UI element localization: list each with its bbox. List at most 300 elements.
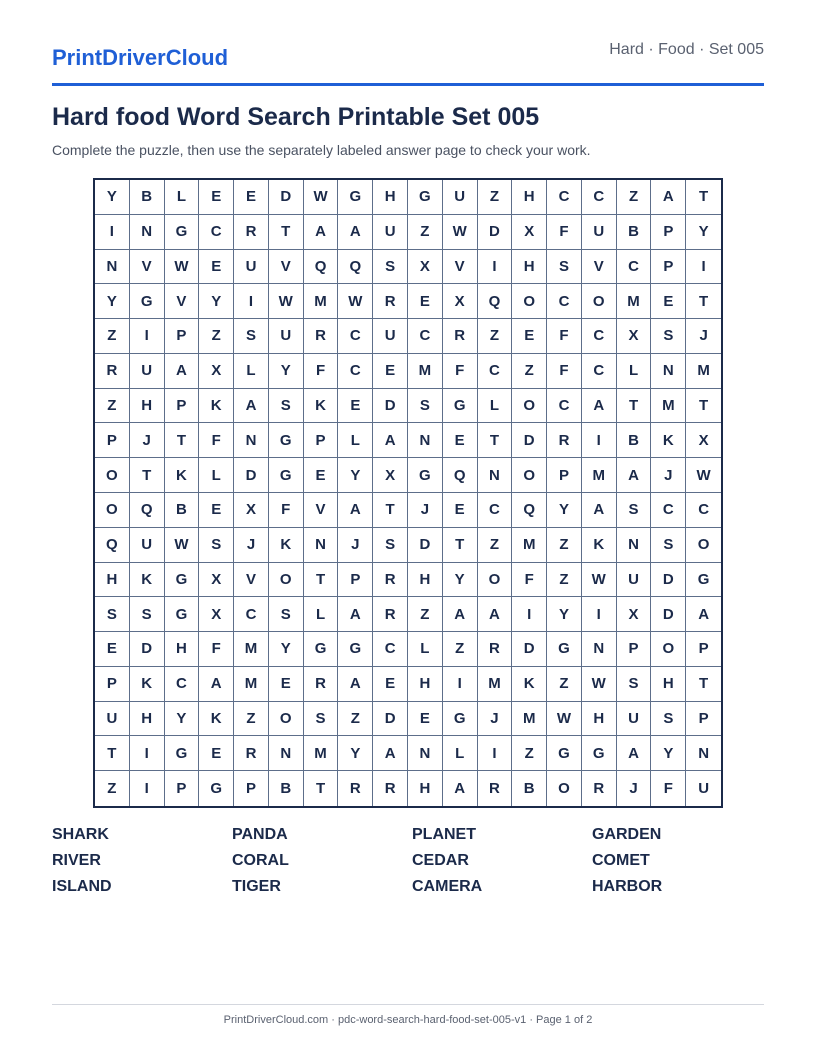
grid-cell: U [95, 702, 130, 737]
grid-cell: A [443, 597, 478, 632]
grid-cell: N [130, 215, 165, 250]
grid-cell: H [582, 702, 617, 737]
grid-cell: Y [95, 284, 130, 319]
grid-cell: G [165, 563, 200, 598]
grid-cell: E [373, 667, 408, 702]
grid-cell: R [373, 771, 408, 806]
grid-cell: E [338, 389, 373, 424]
grid-cell: N [651, 354, 686, 389]
grid-cell: U [582, 215, 617, 250]
word-list-item: CAMERA [412, 878, 483, 895]
grid-cell: R [373, 597, 408, 632]
grid-cell: M [512, 528, 547, 563]
grid-cell: Z [617, 180, 652, 215]
grid-cell: I [478, 250, 513, 285]
grid-cell: V [304, 493, 339, 528]
grid-cell: F [651, 771, 686, 806]
grid-cell: E [408, 284, 443, 319]
grid-cell: S [651, 319, 686, 354]
grid-cell: U [373, 319, 408, 354]
grid-cell: B [269, 771, 304, 806]
grid-cell: W [269, 284, 304, 319]
grid-cell: R [304, 319, 339, 354]
grid-cell: W [582, 667, 617, 702]
grid-cell: V [165, 284, 200, 319]
grid-cell: S [373, 528, 408, 563]
grid-cell: A [478, 597, 513, 632]
grid-cell: D [651, 597, 686, 632]
grid-cell: V [582, 250, 617, 285]
word-list-item: COMET [592, 852, 650, 869]
grid-cell: U [234, 250, 269, 285]
grid-cell: T [478, 423, 513, 458]
grid-cell: X [512, 215, 547, 250]
grid-cell: U [130, 528, 165, 563]
grid-cell: C [478, 493, 513, 528]
grid-cell: H [373, 180, 408, 215]
grid-cell: P [617, 632, 652, 667]
grid-cell: J [234, 528, 269, 563]
grid-cell: Z [478, 528, 513, 563]
grid-cell: L [338, 423, 373, 458]
grid-cell: A [165, 354, 200, 389]
grid-cell: W [547, 702, 582, 737]
grid-cell: S [304, 702, 339, 737]
grid-cell: T [373, 493, 408, 528]
grid-cell: G [408, 180, 443, 215]
grid-cell: K [165, 458, 200, 493]
grid-cell: C [338, 319, 373, 354]
grid-cell: Z [512, 354, 547, 389]
grid-cell: X [408, 250, 443, 285]
grid-cell: S [269, 389, 304, 424]
grid-cell: Q [95, 528, 130, 563]
grid-cell: L [234, 354, 269, 389]
grid-cell: I [234, 284, 269, 319]
grid-cell: H [408, 771, 443, 806]
grid-cell: C [338, 354, 373, 389]
grid-cell: G [443, 389, 478, 424]
grid-cell: C [165, 667, 200, 702]
grid-cell: Y [338, 736, 373, 771]
grid-cell: L [478, 389, 513, 424]
grid-cell: D [234, 458, 269, 493]
grid-cell: I [95, 215, 130, 250]
grid-cell: P [547, 458, 582, 493]
grid-cell: C [547, 284, 582, 319]
grid-cell: C [373, 632, 408, 667]
grid-cell: J [408, 493, 443, 528]
grid-cell: I [512, 597, 547, 632]
grid-cell: Y [443, 563, 478, 598]
grid-cell: G [582, 736, 617, 771]
page-subtitle: Complete the puzzle, then use the separately labeled answer page to check your work. [52, 142, 591, 158]
grid-cell: A [373, 736, 408, 771]
grid-cell: R [582, 771, 617, 806]
grid-cell: Z [443, 632, 478, 667]
grid-cell: E [199, 493, 234, 528]
grid-cell: M [582, 458, 617, 493]
grid-cell: T [304, 563, 339, 598]
grid-cell: G [408, 458, 443, 493]
grid-cell: I [130, 736, 165, 771]
grid-cell: R [234, 736, 269, 771]
grid-cell: A [651, 180, 686, 215]
grid-cell: G [443, 702, 478, 737]
word-list-item: PLANET [412, 826, 476, 843]
word-list-item: RIVER [52, 852, 101, 869]
grid-cell: P [686, 702, 721, 737]
grid-cell: H [165, 632, 200, 667]
grid-cell: U [269, 319, 304, 354]
grid-cell: K [512, 667, 547, 702]
grid-cell: R [478, 632, 513, 667]
grid-cell: F [443, 354, 478, 389]
grid-cell: D [512, 632, 547, 667]
grid-cell: N [408, 736, 443, 771]
grid-cell: S [130, 597, 165, 632]
grid-cell: S [373, 250, 408, 285]
grid-cell: G [269, 458, 304, 493]
grid-cell: K [269, 528, 304, 563]
grid-cell: C [234, 597, 269, 632]
grid-cell: H [408, 667, 443, 702]
grid-cell: D [651, 563, 686, 598]
grid-cell: J [651, 458, 686, 493]
grid-cell: B [512, 771, 547, 806]
grid-cell: A [617, 458, 652, 493]
grid-cell: W [443, 215, 478, 250]
grid-cell: M [686, 354, 721, 389]
grid-cell: T [686, 389, 721, 424]
grid-cell: B [130, 180, 165, 215]
grid-cell: Z [547, 667, 582, 702]
grid-cell: E [199, 250, 234, 285]
grid-cell: Z [408, 215, 443, 250]
grid-cell: O [686, 528, 721, 563]
word-search-grid [93, 178, 723, 808]
grid-cell: I [582, 423, 617, 458]
grid-cell: Z [547, 528, 582, 563]
word-list-item: TIGER [232, 878, 281, 895]
grid-cell: H [408, 563, 443, 598]
grid-cell: A [199, 667, 234, 702]
grid-cell: Y [165, 702, 200, 737]
grid-cell: U [617, 702, 652, 737]
grid-cell: G [199, 771, 234, 806]
word-list-item: CORAL [232, 852, 289, 869]
word-list-item: SHARK [52, 826, 109, 843]
grid-cell: R [338, 771, 373, 806]
grid-cell: Z [478, 180, 513, 215]
grid-cell: L [165, 180, 200, 215]
grid-cell: C [408, 319, 443, 354]
grid-cell: E [443, 423, 478, 458]
grid-cell: N [686, 736, 721, 771]
word-list-item: HARBOR [592, 878, 663, 895]
grid-cell: Z [478, 319, 513, 354]
grid-cell: S [617, 493, 652, 528]
grid-cell: M [304, 736, 339, 771]
grid-cell: O [478, 563, 513, 598]
grid-cell: X [686, 423, 721, 458]
word-list-item: ISLAND [52, 878, 112, 895]
grid-cell: V [234, 563, 269, 598]
grid-cell: S [617, 667, 652, 702]
grid-cell: O [651, 632, 686, 667]
word-list-item: PANDA [232, 826, 288, 843]
grid-cell: P [304, 423, 339, 458]
grid-cell: X [443, 284, 478, 319]
grid-cell: D [408, 528, 443, 563]
grid-cell: G [338, 632, 373, 667]
grid-cell: S [199, 528, 234, 563]
grid-cell: E [373, 354, 408, 389]
grid-cell: W [165, 250, 200, 285]
grid-cell: E [408, 702, 443, 737]
grid-cell: X [199, 354, 234, 389]
grid-cell: N [617, 528, 652, 563]
grid-cell: C [686, 493, 721, 528]
grid-cell: P [165, 771, 200, 806]
grid-cell: E [304, 458, 339, 493]
grid-cell: G [547, 632, 582, 667]
grid-cell: U [617, 563, 652, 598]
grid-cell: J [130, 423, 165, 458]
grid-cell: P [165, 389, 200, 424]
grid-cell: C [582, 354, 617, 389]
grid-cell: J [478, 702, 513, 737]
grid-cell: T [686, 667, 721, 702]
grid-cell: H [95, 563, 130, 598]
grid-cell: C [547, 180, 582, 215]
grid-cell: G [304, 632, 339, 667]
grid-cell: O [269, 702, 304, 737]
page-footer: PrintDriverCloud.com · pdc-word-search-hard-food-set-005-v1 · Page 1 of 2 [223, 1014, 593, 1026]
grid-cell: C [651, 493, 686, 528]
grid-cell: A [304, 215, 339, 250]
grid-cell: R [304, 667, 339, 702]
grid-cell: O [512, 458, 547, 493]
grid-cell: C [582, 319, 617, 354]
grid-cell: Q [338, 250, 373, 285]
grid-cell: L [199, 458, 234, 493]
grid-cell: Q [304, 250, 339, 285]
grid-cell: M [651, 389, 686, 424]
grid-cell: I [130, 319, 165, 354]
grid-cell: P [165, 319, 200, 354]
grid-cell: V [130, 250, 165, 285]
grid-cell: M [617, 284, 652, 319]
grid-cell: W [165, 528, 200, 563]
grid-cell: N [478, 458, 513, 493]
grid-cell: G [130, 284, 165, 319]
grid-cell: S [95, 597, 130, 632]
grid-cell: Z [95, 319, 130, 354]
grid-cell: Z [95, 389, 130, 424]
grid-cell: A [338, 597, 373, 632]
grid-cell: V [443, 250, 478, 285]
word-list-item: CEDAR [412, 852, 469, 869]
grid-cell: D [512, 423, 547, 458]
grid-cell: A [617, 736, 652, 771]
grid-cell: A [582, 493, 617, 528]
grid-cell: I [686, 250, 721, 285]
grid-cell: D [269, 180, 304, 215]
grid-cell: R [95, 354, 130, 389]
grid-cell: P [651, 215, 686, 250]
grid-cell: H [512, 250, 547, 285]
grid-cell: U [443, 180, 478, 215]
grid-cell: K [199, 389, 234, 424]
grid-cell: M [478, 667, 513, 702]
grid-cell: S [408, 389, 443, 424]
grid-cell: Z [547, 563, 582, 598]
grid-cell: M [234, 667, 269, 702]
grid-cell: M [304, 284, 339, 319]
grid-cell: M [512, 702, 547, 737]
word-list-item: GARDEN [592, 826, 662, 843]
grid-cell: P [338, 563, 373, 598]
grid-cell: P [651, 250, 686, 285]
grid-cell: C [478, 354, 513, 389]
grid-cell: X [199, 597, 234, 632]
grid-cell: H [651, 667, 686, 702]
grid-cell: T [165, 423, 200, 458]
grid-cell: F [547, 319, 582, 354]
grid-cell: L [617, 354, 652, 389]
grid-cell: E [269, 667, 304, 702]
grid-cell: F [269, 493, 304, 528]
grid-cell: H [512, 180, 547, 215]
grid-cell: A [686, 597, 721, 632]
grid-cell: S [651, 528, 686, 563]
grid-cell: Y [95, 180, 130, 215]
grid-cell: B [617, 423, 652, 458]
grid-cell: P [234, 771, 269, 806]
grid-cell: O [95, 458, 130, 493]
grid-cell: O [269, 563, 304, 598]
grid-cell: A [338, 493, 373, 528]
grid-cell: O [95, 493, 130, 528]
grid-cell: J [617, 771, 652, 806]
grid-cell: C [617, 250, 652, 285]
grid-cell: S [547, 250, 582, 285]
grid-cell: Y [651, 736, 686, 771]
grid-cell: T [95, 736, 130, 771]
grid-cell: E [443, 493, 478, 528]
grid-cell: A [373, 423, 408, 458]
grid-cell: R [547, 423, 582, 458]
grid-cell: F [547, 354, 582, 389]
grid-cell: K [130, 667, 165, 702]
grid-cell: P [686, 632, 721, 667]
grid-cell: K [651, 423, 686, 458]
grid-cell: R [373, 284, 408, 319]
grid-cell: E [512, 319, 547, 354]
grid-cell: Q [478, 284, 513, 319]
grid-cell: C [582, 180, 617, 215]
breadcrumb: Hard · Food · Set 005 [609, 41, 764, 58]
grid-cell: S [234, 319, 269, 354]
grid-cell: S [269, 597, 304, 632]
grid-cell: T [443, 528, 478, 563]
grid-cell: D [373, 702, 408, 737]
grid-cell: F [547, 215, 582, 250]
grid-cell: X [199, 563, 234, 598]
grid-cell: F [199, 632, 234, 667]
grid-cell: Q [130, 493, 165, 528]
grid-cell: R [234, 215, 269, 250]
grid-cell: I [478, 736, 513, 771]
grid-cell: Z [338, 702, 373, 737]
grid-cell: G [338, 180, 373, 215]
grid-cell: D [373, 389, 408, 424]
grid-cell: O [582, 284, 617, 319]
grid-cell: M [234, 632, 269, 667]
grid-cell: Q [512, 493, 547, 528]
grid-cell: E [234, 180, 269, 215]
grid-cell: I [130, 771, 165, 806]
grid-cell: Z [95, 771, 130, 806]
grid-cell: T [617, 389, 652, 424]
grid-cell: N [234, 423, 269, 458]
grid-cell: Y [547, 493, 582, 528]
grid-cell: W [686, 458, 721, 493]
grid-cell: O [547, 771, 582, 806]
grid-cell: T [304, 771, 339, 806]
grid-cell: R [373, 563, 408, 598]
grid-cell: H [130, 702, 165, 737]
grid-cell: Z [199, 319, 234, 354]
grid-cell: U [373, 215, 408, 250]
grid-cell: I [443, 667, 478, 702]
grid-cell: Z [234, 702, 269, 737]
grid-cell: Z [408, 597, 443, 632]
grid-cell: I [582, 597, 617, 632]
grid-cell: O [512, 389, 547, 424]
grid-cell: K [199, 702, 234, 737]
grid-cell: K [582, 528, 617, 563]
grid-cell: A [338, 667, 373, 702]
grid-cell: L [443, 736, 478, 771]
brand-logo[interactable]: PrintDriverCloud [52, 45, 229, 70]
grid-cell: F [512, 563, 547, 598]
grid-cell: Y [547, 597, 582, 632]
grid-cell: V [269, 250, 304, 285]
grid-cell: X [617, 597, 652, 632]
grid-cell: N [408, 423, 443, 458]
grid-cell: D [130, 632, 165, 667]
grid-cell: T [269, 215, 304, 250]
grid-cell: N [582, 632, 617, 667]
grid-cell: F [199, 423, 234, 458]
grid-cell: P [95, 667, 130, 702]
page-header [52, 38, 764, 86]
grid-cell: L [304, 597, 339, 632]
page-title: Hard food Word Search Printable Set 005 [52, 103, 540, 131]
grid-cell: E [199, 180, 234, 215]
grid-cell: A [234, 389, 269, 424]
grid-cell: L [408, 632, 443, 667]
grid-cell: R [443, 319, 478, 354]
grid-cell: T [686, 284, 721, 319]
grid-cell: E [95, 632, 130, 667]
grid-cell: Y [269, 354, 304, 389]
grid-cell: Y [686, 215, 721, 250]
grid-cell: C [199, 215, 234, 250]
grid-cell: E [651, 284, 686, 319]
